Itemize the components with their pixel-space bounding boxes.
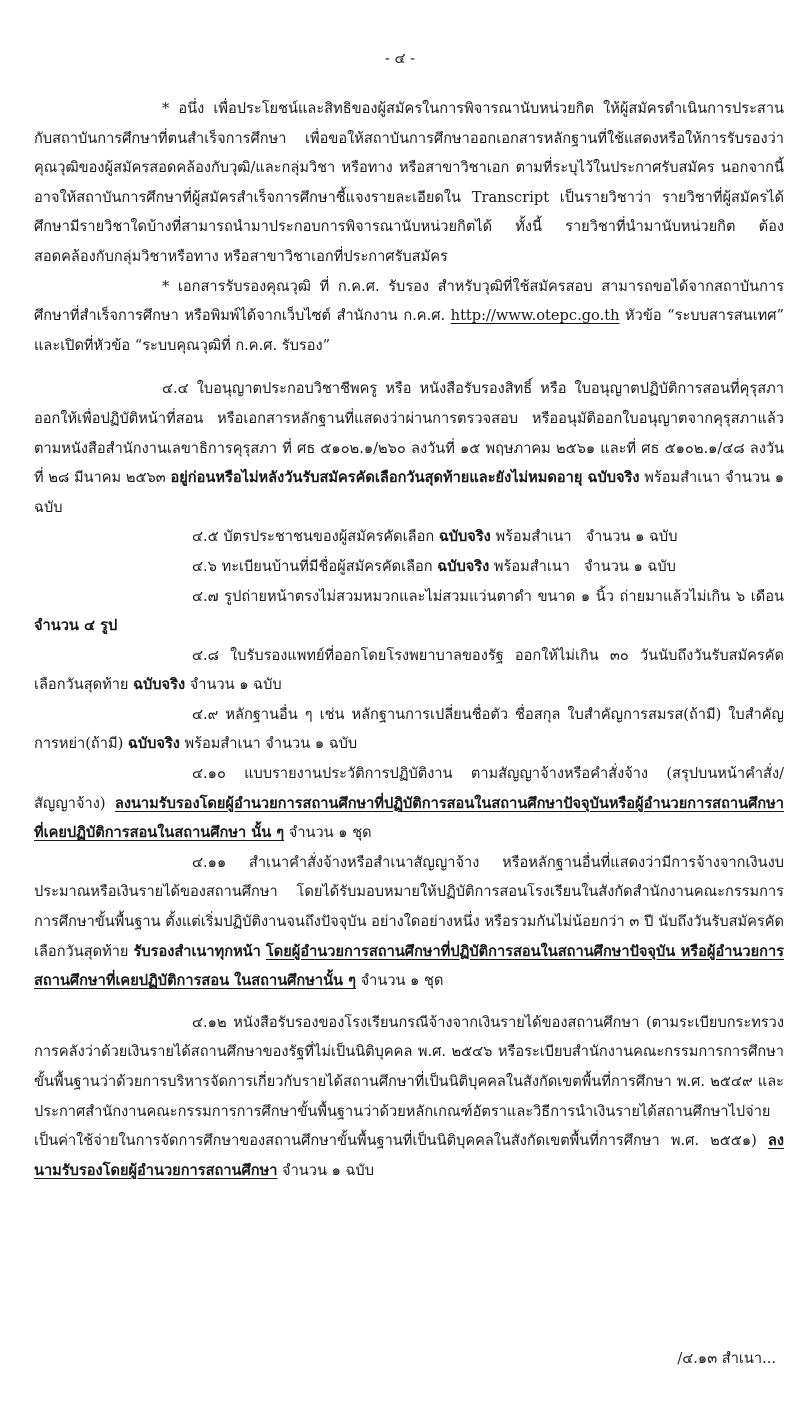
certification-note-tail: หัวข้อ “ระบบสารสนเทศ” และเปิดที่หัวข้อ “ระบบคุณวุฒิที่ ก.ค.ศ. รับรอง” [34, 307, 784, 354]
item-4-11-tail: จำนวน ๑ ชุด [355, 972, 444, 990]
item-4-10-text: ๔.๑๐ แบบรายงานประวัติการปฏิบัติงาน ตามสัญญาจ้างหรือคำสั่งจ้าง (สรุปบนหน้าคำสั่ง/สัญญาจ้าง) [34, 765, 784, 812]
item-4-6-amount: จำนวน ๑ ฉบับ [584, 557, 676, 575]
item-4-7 [34, 582, 784, 641]
item-4-12 [34, 1008, 784, 1186]
item-4-8-tail: จำนวน ๑ ฉบับ [185, 676, 282, 694]
item-4-11-bold: รับรองสำเนาทุกหน้า [133, 942, 261, 960]
item-4-7-bold: จำนวน ๔ รูป [34, 617, 118, 635]
item-4-12-text: ๔.๑๒ หนังสือรับรองของโรงเรียนกรณีจ้างจากเงินรายได้ของสถานศึกษา (ตามระเบียบกระทรวงการคลังว่าด้วยเงินรายได้สถานศึกษาของรัฐที่ไม่เป็นนิติบุคคล พ.ศ. ๒๕๔๖ หรือระเบียบสำนักงานคณะกรรมการการศึกษาขั้นพื้นฐานว่าด้วยการบริหารจัดการเกี่ยวกับรายได้สถานศึกษาที่เป็นนิติบุคคลในสังกัดเขตพื้นที่การศึกษา พ.ศ. ๒๕๔๙ และประกาศสำนักงานคณะกรรมการการศึกษาขั้นพื้นฐานว่าด้วยหลักเกณฑ์อัตราและวิธีการนำเงินรายได้สถานศึกษาไปจ่ายเป็นค่าใช้จ่ายในการจัดการศึกษาของสถานศึกษาขั้นพื้นฐานที่เป็นนิติบุคคลในสังกัดเขตพื้นที่การศึกษา พ.ศ. ๒๕๕๑) [34, 1013, 784, 1150]
document-body [34, 94, 784, 1185]
item-4-4-tail: พร้อมสำเนา จำนวน ๑ ฉบับ [34, 469, 784, 516]
item-4-6-text: ๔.๖ ทะเบียนบ้านที่มีชื่อผู้สมัครคัดเลือก [192, 557, 438, 575]
certification-note-text: * เอกสารรับรองคุณวุฒิ ที่ ก.ค.ศ. รับรอง สำหรับวุฒิที่ใช้สมัครสอบ สามารถขอได้จากสถาบันการศึกษาที่สำเร็จการศึกษา หรือพิมพ์ได้จากเว็บไซต์ สำนักงาน ก.ค.ศ. [34, 277, 784, 325]
item-4-6-bold: ฉบับจริง [437, 557, 490, 575]
item-4-6-tail: พร้อมสำเนา [489, 557, 570, 575]
item-4-5-tail: พร้อมสำเนา [490, 528, 572, 546]
item-4-5-text: ๔.๕ บัตรประชาชนของผู้สมัครคัดเลือก [192, 528, 439, 546]
item-4-9 [34, 700, 784, 759]
continuation-marker: /๔.๑๓ สำเนา... [677, 1350, 776, 1367]
item-4-7-text: ๔.๗ รูปถ่ายหน้าตรงไม่สวมหมวกและไม่สวมแว่นตาดำ ขนาด ๑ นิ้ว ถ่ายมาแล้วไม่เกิน ๖ เดือน [192, 587, 784, 605]
item-4-9-text: ๔.๙ หลักฐานอื่น ๆ เช่น หลักฐานการเปลี่ยนชื่อตัว ชื่อสกุล ใบสำคัญการสมรส(ถ้ามี) ใบสำคัญการหย่า(ถ้ามี) [34, 705, 784, 753]
item-4-12-bold-underline: ลงนามรับรองโดยผู้อำนวยการสถานศึกษา [34, 1132, 784, 1179]
otepc-link[interactable]: http://www.otepc.go.th [450, 307, 620, 325]
certification-note-paragraph [34, 272, 784, 361]
item-4-8-bold: ฉบับจริง [133, 676, 186, 694]
item-4-10-tail: จำนวน ๑ ชุด [284, 824, 372, 842]
item-4-9-bold: ฉบับจริง [127, 735, 180, 753]
item-4-11 [34, 848, 784, 996]
item-4-4-bold: อยู่ก่อนหรือไม่หลังวันรับสมัครคัดเลือกวันสุดท้ายและยังไม่หมดอายุ ฉบับจริง [170, 469, 640, 487]
item-4-10 [34, 759, 784, 848]
item-4-5-amount: จำนวน ๑ ฉบับ [585, 528, 678, 546]
item-4-6 [34, 552, 784, 582]
item-4-4-text: ๔.๔ ใบอนุญาตประกอบวิชาชีพครู หรือ หนังสือรับรองสิทธิ์ หรือ ใบอนุญาตปฏิบัติการสอนที่คุรุสภาออกให้เพื่อปฏิบัติหน้าที่สอน หรือเอกสารหลักฐานที่แสดงว่าผ่านการตรวจสอบ หรืออนุมัติออกใบอนุญาตจากคุรุสภาแล้ว ตามหนังสือสำนักงานเลขาธิการคุรุสภา ที่ ศธ ๕๑๐๒.๑/๒๖๐ ลงวันที่ ๑๕ พฤษภาคม ๒๕๖๑ และที่ ศธ ๕๑๐๒.๑/๔๘ ลงวันที่ ๒๘ มีนาคม ๒๕๖๓ [34, 380, 784, 487]
item-4-4 [34, 374, 784, 522]
credit-note-paragraph: * อนึ่ง เพื่อประโยชน์และสิทธิของผู้สมัครในการพิจารณานับหน่วยกิต ให้ผู้สมัครดำเนินการประสานกับสถาบันการศึกษาที่ตนสำเร็จการศึกษา เพื่อขอให้สถาบันการศึกษาออกเอกสารหลักฐานที่ใช้แสดงหรือให้การรับรองว่าคุณวุฒิของผู้สมัครสอดคล้องกับวุฒิ/และกลุ่มวิชา หรือทาง หรือสาขาวิชาเอก ตามที่ระบุไว้ในประกาศรับสมัคร นอกจากนี้ อาจให้สถาบันการศึกษาที่ผู้สมัครสำเร็จการศึกษาชี้แจงรายละเอียดใน Transcript เป็นรายวิชาว่า รายวิชาที่ผู้สมัครได้ศึกษามีรายวิชาใดบ้างที่สามารถนำมาประกอบการพิจารณานับหน่วยกิตได้ ทั้งนี้ รายวิชาที่นำมานับหน่วยกิต ต้องสอดคล้องกับกลุ่มวิชาหรือทาง หรือสาขาวิชาเอกที่ประกาศรับสมัคร [34, 100, 784, 265]
item-4-10-bold-underline: ลงนามรับรองโดยผู้อำนวยการสถานศึกษาที่ปฏิบัติการสอนในสถานศึกษาปัจจุบันหรือผู้อำนวยการสถานศึกษาที่เคยปฏิบัติการสอนในสถานศึกษา นั้น ๆ [34, 794, 784, 842]
item-4-9-tail: พร้อมสำเนา จำนวน ๑ ฉบับ [179, 735, 358, 753]
item-4-12-tail: จำนวน ๑ ฉบับ [277, 1161, 374, 1179]
item-4-11-bold-underline: โดยผู้อำนวยการสถานศึกษาที่ปฏิบัติการสอนในสถานศึกษาปัจจุบัน หรือผู้อำนวยการสถานศึกษาที่เคยปฏิบัติการสอน ในสถานศึกษานั้น ๆ [34, 942, 785, 990]
page-number: - ๔ - [384, 50, 416, 67]
item-4-5-bold: ฉบับจริง [438, 528, 491, 546]
item-4-8 [34, 641, 784, 700]
item-4-5 [34, 522, 784, 552]
item-4-11-text: ๔.๑๑ สำเนาคำสั่งจ้างหรือสำเนาสัญญาจ้าง หรือหลักฐานอื่นที่แสดงว่ามีการจ้างจากเงินงบประมาณหรือเงินรายได้ของสถานศึกษา โดยได้รับมอบหมายให้ปฏิบัติการสอนโรงเรียนในสังกัดสำนักงานคณะกรรมการการศึกษาขั้นพื้นฐาน ตั้งแต่เริ่มปฏิบัติงานจนถึงปัจจุบัน อย่างใดอย่างหนึ่ง หรือรวมกันไม่น้อยกว่า ๓ ปี นับถึงวันรับสมัครคัดเลือกวันสุดท้าย [34, 853, 784, 960]
item-4-8-text: ๔.๘ ใบรับรองแพทย์ที่ออกโดยโรงพยาบาลของรัฐ ออกให้ไม่เกิน ๓๐ วันนับถึงวันรับสมัครคัดเลือกวันสุดท้าย [34, 646, 784, 694]
